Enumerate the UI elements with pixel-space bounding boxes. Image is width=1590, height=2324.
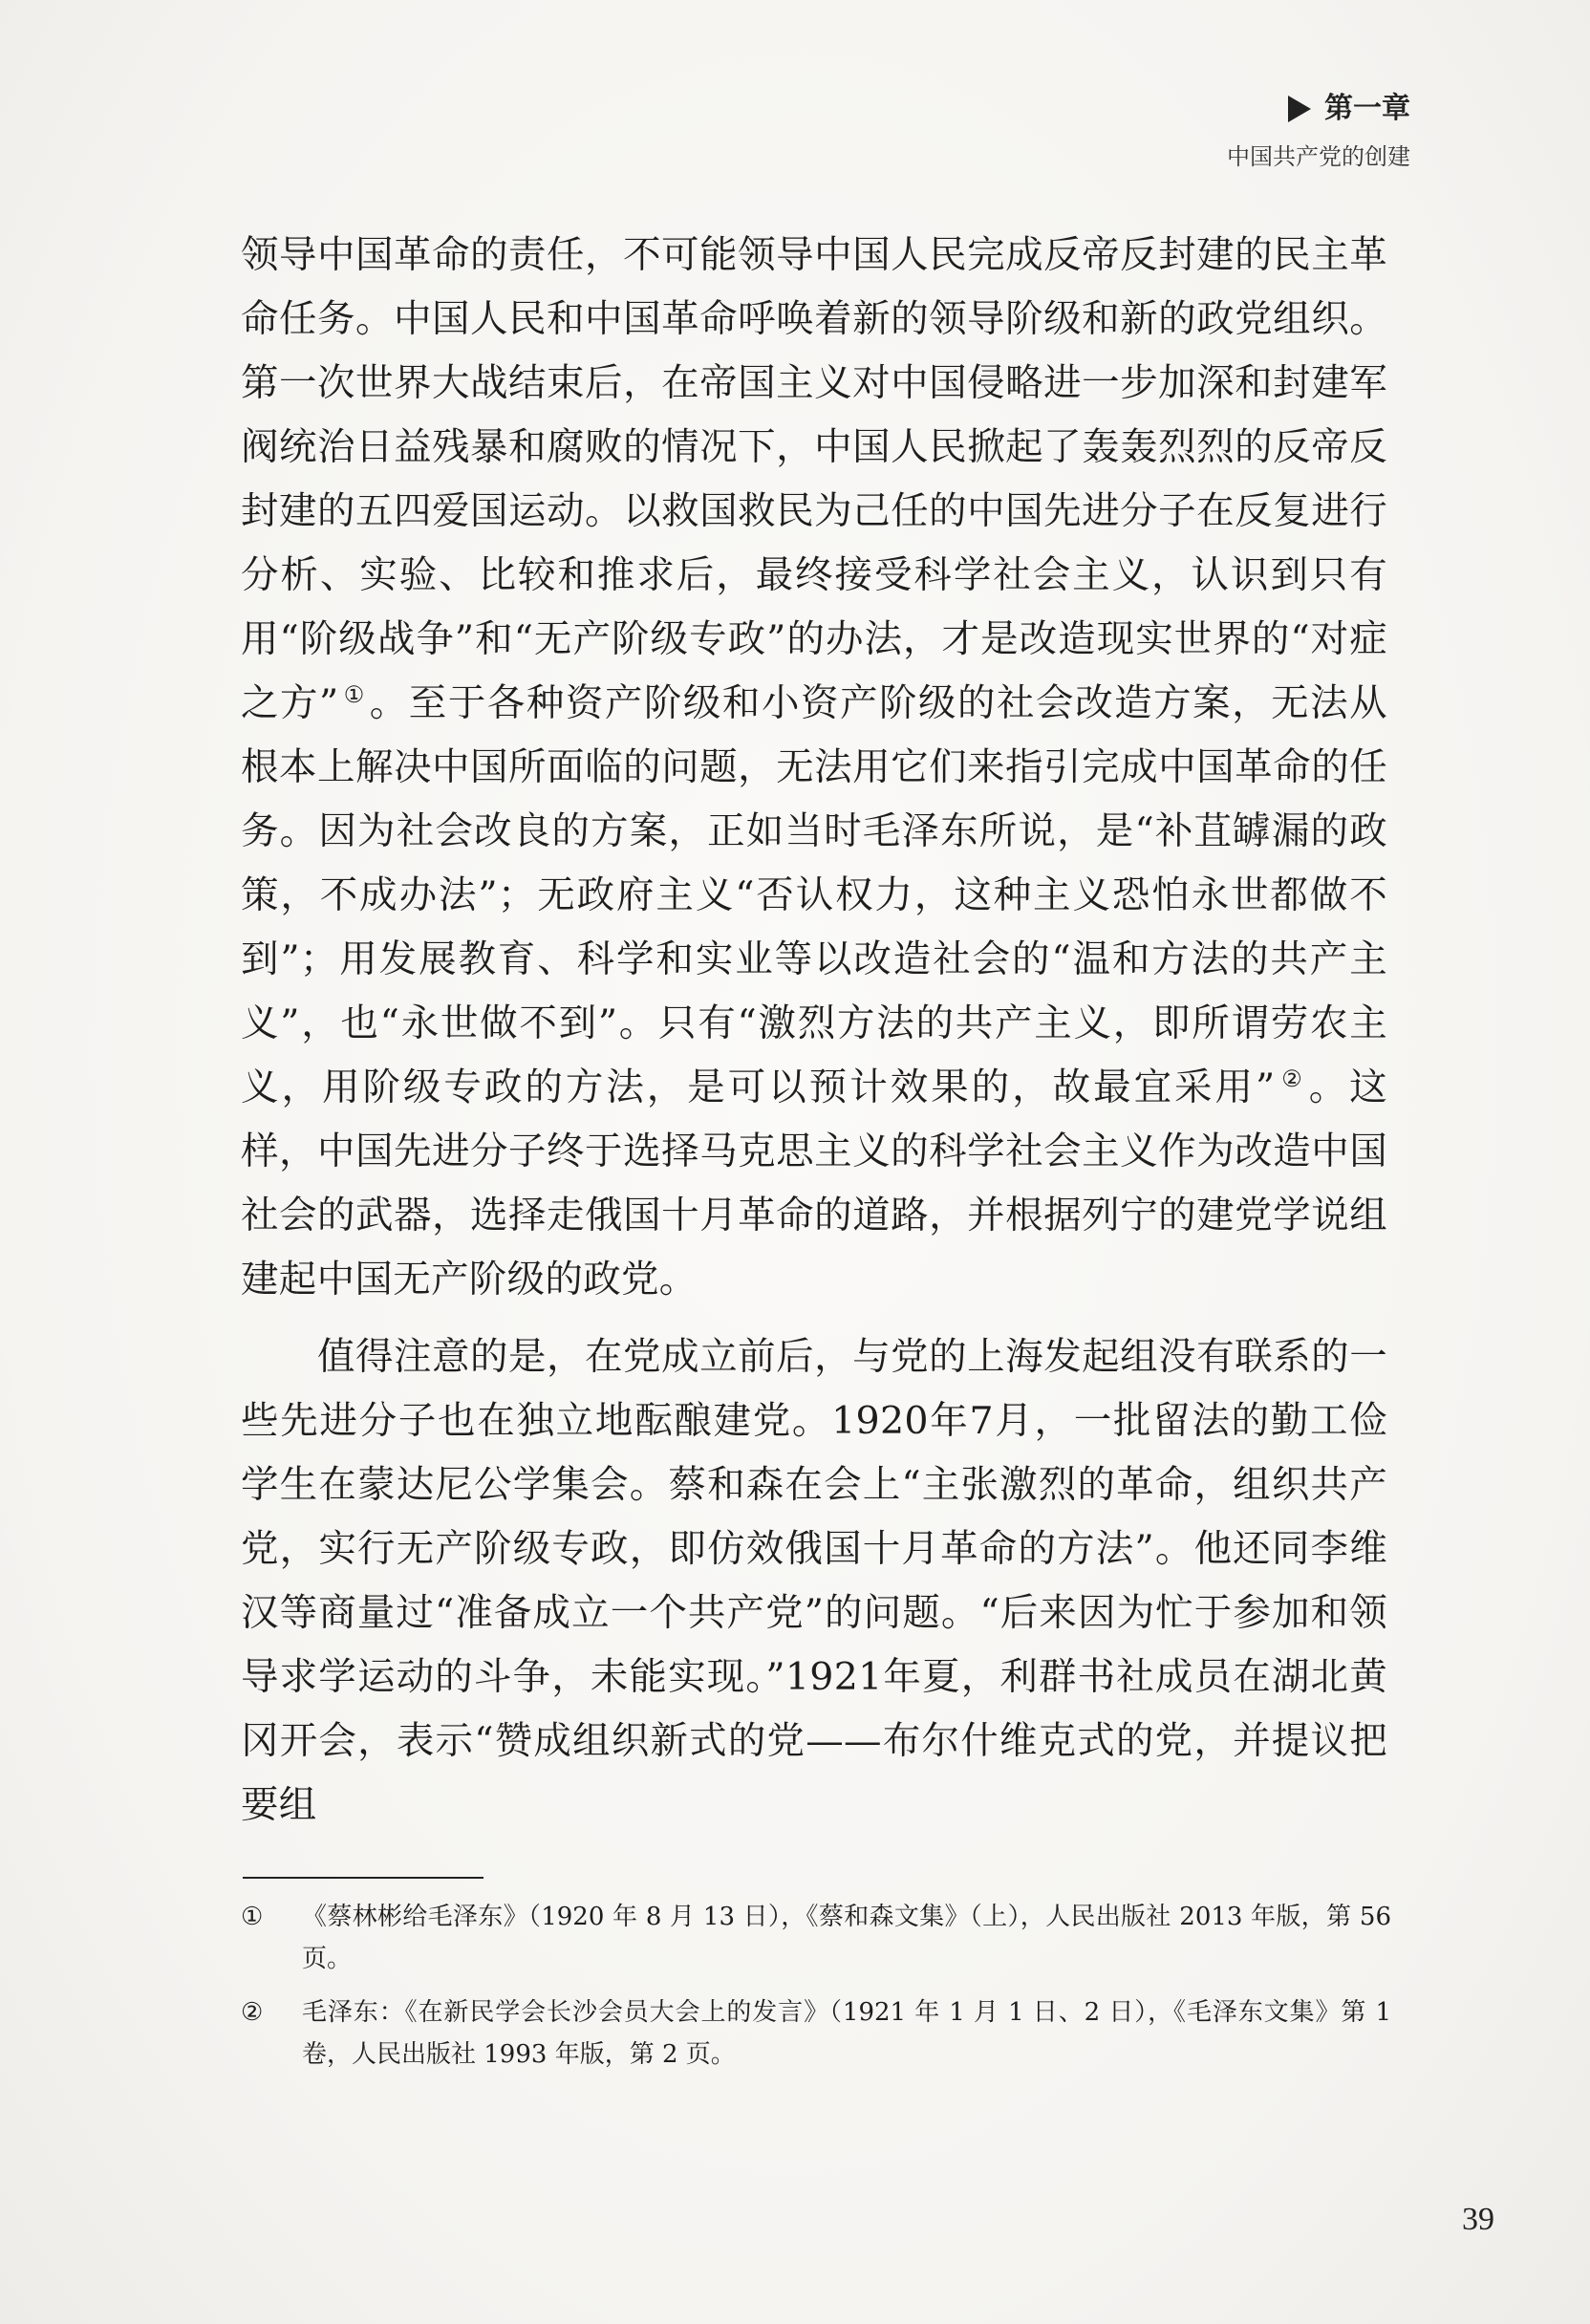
footnote-1-text: 《蔡林彬给毛泽东》（1920 年 8 月 13 日），《蔡和森文集》（上），人民出版社 2013 年版，第 56 页。 — [302, 1903, 1391, 1973]
footnote-2-text: 毛泽东：《在新民学会长沙会员大会上的发言》（1921 年 1 月 1 日、2 日），《毛泽东文集》第 1 卷，人民出版社 1993 年版，第 2 页。 — [302, 1998, 1391, 2069]
footnote-1-mark: ① — [241, 1903, 264, 1931]
footnote-ref-1: ① — [342, 680, 366, 708]
footnotes — [241, 1896, 1391, 2087]
footnote-ref-2: ② — [1278, 1065, 1305, 1092]
footnote-2-mark: ② — [241, 1998, 264, 2027]
paragraph-1-part-3: 。这样，中国先进分子终于选择马克思主义的科学社会主义作为改造中国社会的武器，选择走俄国十月革命的道路，并根据列宁的建党学说组建起中国无产阶级的政党。 — [241, 1065, 1387, 1302]
chapter-label: 第一章 — [1324, 92, 1410, 125]
paragraph-1 — [241, 224, 1387, 1312]
chapter-heading — [933, 88, 1410, 130]
footnote-2 — [241, 1991, 1391, 2076]
body-text — [241, 224, 1387, 1838]
page-number: 39 — [1462, 2202, 1494, 2237]
section-title: 中国共产党的创建 — [1227, 143, 1410, 170]
play-triangle-icon — [1288, 96, 1311, 122]
paragraph-2: 值得注意的是，在党成立前后，与党的上海发起组没有联系的一些先进分子也在独立地酝酿建党。1920年7月，一批留法的勤工俭学生在蒙达尼公学集会。蔡和森在会上“主张激烈的革命，组织共产党，实行无产阶级专政，即仿效俄国十月革命的方法”。他还同李维汉等商量过“准备成立一个共产党”的问题。“后来因为忙于参加和领导求学运动的斗争，未能实现。”1921年夏，利群书社成员在湖北黄冈开会，表示“赞成组织新式的党——布尔什维克式的党，并提议把要组 — [241, 1335, 1387, 1827]
paragraph-1-part-2: 。至于各种资产阶级和小资产阶级的社会改造方案，无法从根本上解决中国所面临的问题，无法用它们来指引完成中国革命的任务。因为社会改良的方案，正如当时毛泽东所说，是“补苴罅漏的政策，不成办法”；无政府主义“否认权力，这种主义恐怕永世都做不到”；用发展教育、科学和实业等以改造社会的“温和方法的共产主义”，也“永世做不到”。只有“激烈方法的共产主义，即所谓劳农主义，用阶级专政的方法，是可以预计效果的，故最宜采用” — [241, 681, 1387, 1109]
running-head — [933, 88, 1410, 174]
paragraph-1-part-1: 领导中国革命的责任，不可能领导中国人民完成反帝反封建的民主革命任务。中国人民和中国革命呼唤着新的领导阶级和新的政党组织。第一次世界大战结束后，在帝国主义对中国侵略进一步加深和封建军阀统治日益残暴和腐败的情况下，中国人民掀起了轰轰烈烈的反帝反封建的五四爱国运动。以救国救民为己任的中国先进分子在反复进行分析、实验、比较和推求后，最终接受科学社会主义，认识到只有用“阶级战争”和“无产阶级专政”的办法，才是改造现实世界的“对症之方” — [241, 233, 1387, 725]
footnote-1 — [241, 1896, 1391, 1980]
footnote-divider — [243, 1877, 483, 1879]
